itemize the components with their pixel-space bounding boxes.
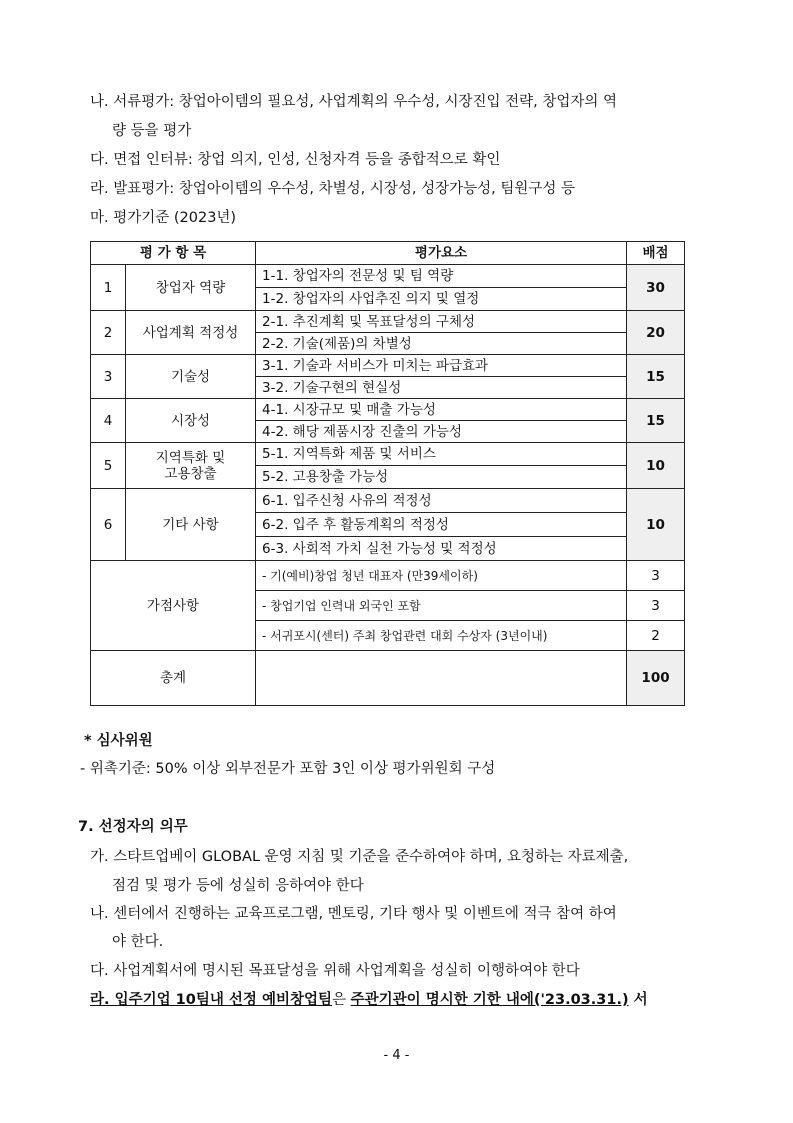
- item-element: 3-1. 기술과 서비스가 미치는 파급효과: [256, 355, 627, 377]
- item-score: 20: [627, 311, 685, 355]
- section7-ra: [90, 990, 648, 1010]
- item-element: 4-1. 시장규모 및 매출 가능성: [256, 399, 627, 421]
- section7-ra-part2: 은: [331, 992, 351, 1008]
- item-name: 기술성: [126, 355, 256, 399]
- bonus-score: 2: [627, 621, 685, 651]
- bonus-score: 3: [627, 561, 685, 591]
- item-element: 6-3. 사회적 가치 실천 가능성 및 적정성: [256, 537, 627, 561]
- item-no: 4: [91, 399, 126, 443]
- item-element: 5-1. 지역특화 제품 및 서비스: [256, 443, 627, 466]
- item-no: 6: [91, 489, 126, 561]
- total-score: 100: [627, 651, 685, 706]
- item-element: 2-2. 기술(제품)의 차별성: [256, 333, 627, 355]
- bonus-score: 3: [627, 591, 685, 621]
- evaluation-table: [90, 241, 685, 706]
- table-row: [91, 399, 685, 421]
- item-score: 15: [627, 355, 685, 399]
- bonus-element: - 기(예비)창업 청년 대표자 (만39세이하): [256, 561, 627, 591]
- total-label: 총계: [91, 651, 256, 706]
- item-name-line1: 지역특화 및: [155, 449, 226, 466]
- item-element: 3-2. 기술구현의 현실성: [256, 377, 627, 399]
- section7-ga-line2: 점검 및 평가 등에 성실히 응하여야 한다: [112, 878, 364, 894]
- page-number: - 4 -: [383, 1048, 410, 1063]
- intro-ma: 마. 평가기준 (2023년): [90, 210, 237, 226]
- section7-na-line2: 야 한다.: [112, 934, 164, 950]
- table-row: [91, 265, 685, 288]
- item-score: 30: [627, 265, 685, 311]
- reviewers-heading: * 심사위원: [84, 733, 153, 749]
- table-header-row: [91, 242, 685, 265]
- header-item: 평 가 항 목: [91, 242, 256, 265]
- item-name: 창업자 역량: [126, 265, 256, 311]
- item-name: 사업계획 적정성: [126, 311, 256, 355]
- section7-ra-part4: 서: [628, 992, 648, 1008]
- section7-heading: 7. 선정자의 의무: [78, 819, 188, 835]
- table-row: [91, 443, 685, 466]
- intro-na-line1: 나. 서류평가: 창업아이템의 필요성, 사업계획의 우수성, 시장진입 전략, 창업자의 역: [90, 94, 618, 110]
- item-element: 2-1. 추진계획 및 목표달성의 구체성: [256, 311, 627, 333]
- item-name-line2: 고용창출: [164, 465, 217, 482]
- intro-na-line2: 량 등을 평가: [112, 123, 192, 139]
- section7-ra-part1: 라. 입주기업 10팀내 선정 예비창업팀: [90, 992, 332, 1008]
- item-no: 2: [91, 311, 126, 355]
- item-no: 3: [91, 355, 126, 399]
- item-element: 6-2. 입주 후 활동계획의 적정성: [256, 513, 627, 537]
- item-name: 시장성: [126, 399, 256, 443]
- item-score: 15: [627, 399, 685, 443]
- item-score: 10: [627, 443, 685, 489]
- intro-ra: 라. 발표평가: 창업아이템의 우수성, 차별성, 시장성, 성장가능성, 팀원구성 등: [90, 181, 576, 197]
- header-score: 배점: [627, 242, 685, 265]
- total-blank: [256, 651, 627, 706]
- header-element: 평가요소: [256, 242, 627, 265]
- item-name: 기타 사항: [126, 489, 256, 561]
- bonus-element: - 창업기업 인력내 외국인 포함: [256, 591, 627, 621]
- bonus-element: - 서귀포시(센터) 주최 창업관련 대회 수상자 (3년이내): [256, 621, 627, 651]
- item-element: 1-2. 창업자의 사업추진 의지 및 열정: [256, 288, 627, 311]
- item-no: 1: [91, 265, 126, 311]
- bonus-row: [91, 561, 685, 591]
- table-row: [91, 311, 685, 333]
- table-row: [91, 355, 685, 377]
- section7-da: 다. 사업계획서에 명시된 목표달성을 위해 사업계획을 성실히 이행하여야 한다: [90, 963, 580, 979]
- item-element: 6-1. 입주신청 사유의 적정성: [256, 489, 627, 513]
- item-element: 1-1. 창업자의 전문성 및 팀 역량: [256, 265, 627, 288]
- item-name: [126, 443, 256, 489]
- item-no: 5: [91, 443, 126, 489]
- item-element: 5-2. 고용창출 가능성: [256, 466, 627, 489]
- total-row: [91, 651, 685, 706]
- item-element: 4-2. 해당 제품시장 진출의 가능성: [256, 421, 627, 443]
- table-row: [91, 489, 685, 513]
- section7-na-line1: 나. 센터에서 진행하는 교육프로그램, 멘토링, 기타 행사 및 이벤트에 적극 참여 하여: [90, 906, 617, 922]
- section7-ga-line1: 가. 스타트업베이 GLOBAL 운영 지침 및 기준을 준수하여야 하며, 요청하는 자료제출,: [90, 849, 629, 865]
- reviewers-text: - 위촉기준: 50% 이상 외부전문가 포함 3인 이상 평가위원회 구성: [80, 761, 496, 777]
- intro-da: 다. 면접 인터뷰: 창업 의지, 인성, 신청자격 등을 종합적으로 확인: [90, 152, 501, 168]
- item-score: 10: [627, 489, 685, 561]
- section7-ra-part3: 주관기관이 명시한 기한 내에('23.03.31.): [350, 992, 629, 1008]
- bonus-label: 가점사항: [91, 561, 256, 651]
